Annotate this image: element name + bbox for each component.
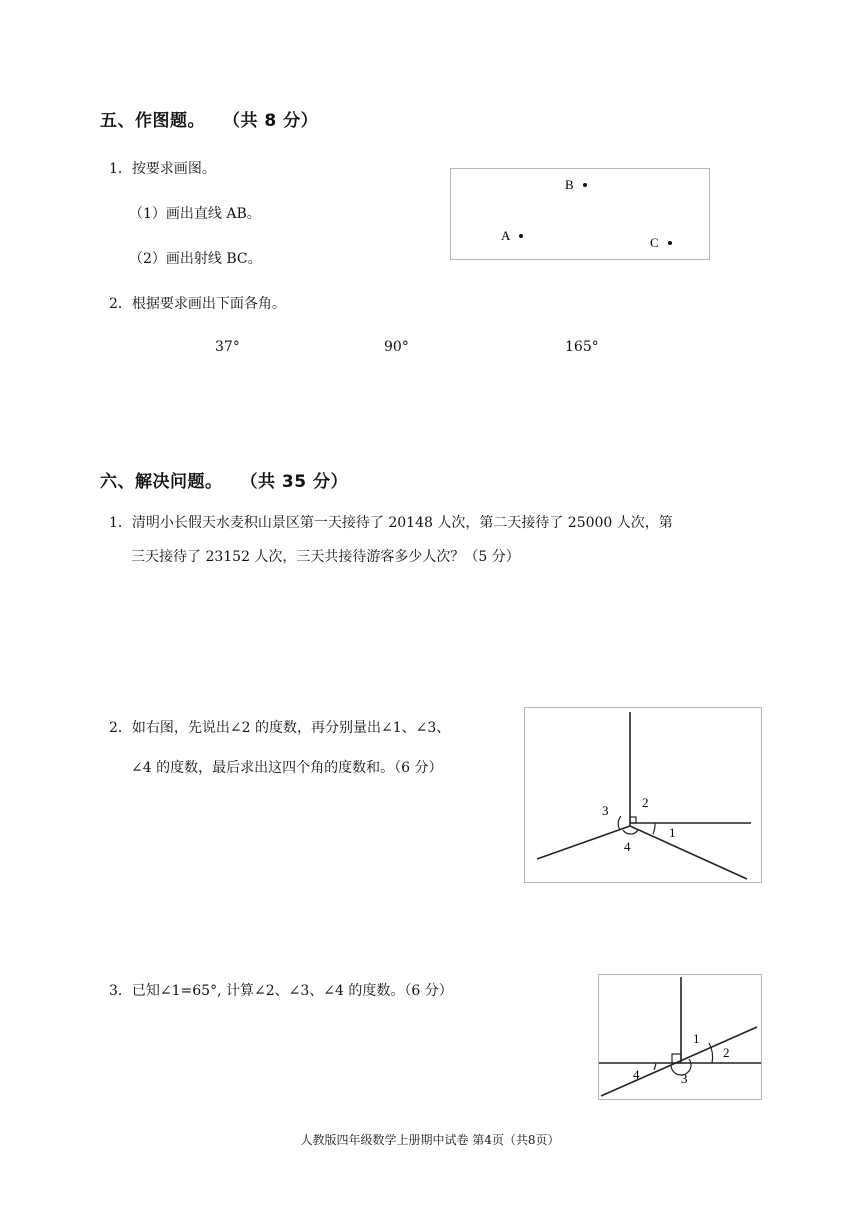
angle-37: 37° xyxy=(215,339,240,355)
point-a-dot xyxy=(519,234,523,238)
label-4-q3: 4 xyxy=(633,1067,640,1082)
right-angle-mark xyxy=(630,817,636,823)
section6-title-text: 六、解决问题。 xyxy=(100,472,223,492)
section5-title-text: 五、作图题。 xyxy=(100,111,205,131)
angle2-arc-q3 xyxy=(709,1043,713,1063)
angle3-arc xyxy=(618,816,621,830)
section5-title xyxy=(100,106,318,131)
s6-q2-line1: 2．如右图，先说出∠2 的度数，再分别量出∠1、∠3、 xyxy=(109,720,451,736)
angle1-arc-q3 xyxy=(689,1059,691,1065)
point-c-label: C xyxy=(650,235,659,250)
section6-score: （共 35 分） xyxy=(240,472,348,492)
s6-q2-line2: ∠4 的度数，最后求出这四个角的度数和。（6 分） xyxy=(131,760,443,776)
section6-title xyxy=(100,467,348,492)
slanted-line xyxy=(601,1027,757,1096)
point-b-label: B xyxy=(565,177,574,192)
point-a-label: A xyxy=(501,228,511,243)
angles-figure-q3-svg xyxy=(599,975,761,1099)
lower-right-ray xyxy=(630,826,747,879)
angle4-arc xyxy=(623,830,638,834)
label-1: 1 xyxy=(669,825,676,840)
label-1-q3: 1 xyxy=(693,1031,700,1046)
label-3: 3 xyxy=(602,803,609,818)
s6-q1-line2: 三天接待了 23152 人次，三天共接待游客多少人次？（5 分） xyxy=(131,549,520,565)
points-figure xyxy=(450,168,710,260)
angles-figure-q2-svg xyxy=(525,708,761,882)
points-figure-svg xyxy=(451,169,709,259)
page-footer: 人教版四年级数学上册期中试卷 第4页（共8页） xyxy=(300,1133,560,1147)
label-2-q3: 2 xyxy=(723,1045,730,1060)
s5-q2-text: 2．根据要求画出下面各角。 xyxy=(109,296,286,312)
angles-figure-q2 xyxy=(524,707,762,883)
s6-q1-line1: 1．清明小长假天水麦积山景区第一天接待了 20148 人次，第二天接待了 25000 人次，第 xyxy=(109,515,673,531)
point-c-dot xyxy=(668,241,672,245)
label-4: 4 xyxy=(624,839,631,854)
s5-q1-sub2: （2）画出射线 BC。 xyxy=(129,251,262,267)
s6-q3-text: 3．已知∠1=65°, 计算∠2、∠3、∠4 的度数。（6 分） xyxy=(109,983,453,999)
angle-165: 165° xyxy=(565,339,599,355)
section5-score: （共 8 分） xyxy=(223,111,319,131)
angles-figure-q3 xyxy=(598,974,762,1100)
point-b-dot xyxy=(583,183,587,187)
angle1-arc xyxy=(653,823,655,834)
label-2: 2 xyxy=(642,795,649,810)
angle4-arc-q3 xyxy=(654,1063,656,1070)
lower-left-ray xyxy=(537,826,630,859)
s5-q1-sub1: （1）画出直线 AB。 xyxy=(129,206,261,222)
label-3-q3: 3 xyxy=(681,1071,688,1086)
s5-q1-text: 1．按要求画图。 xyxy=(109,161,216,177)
angle-90: 90° xyxy=(384,339,409,355)
